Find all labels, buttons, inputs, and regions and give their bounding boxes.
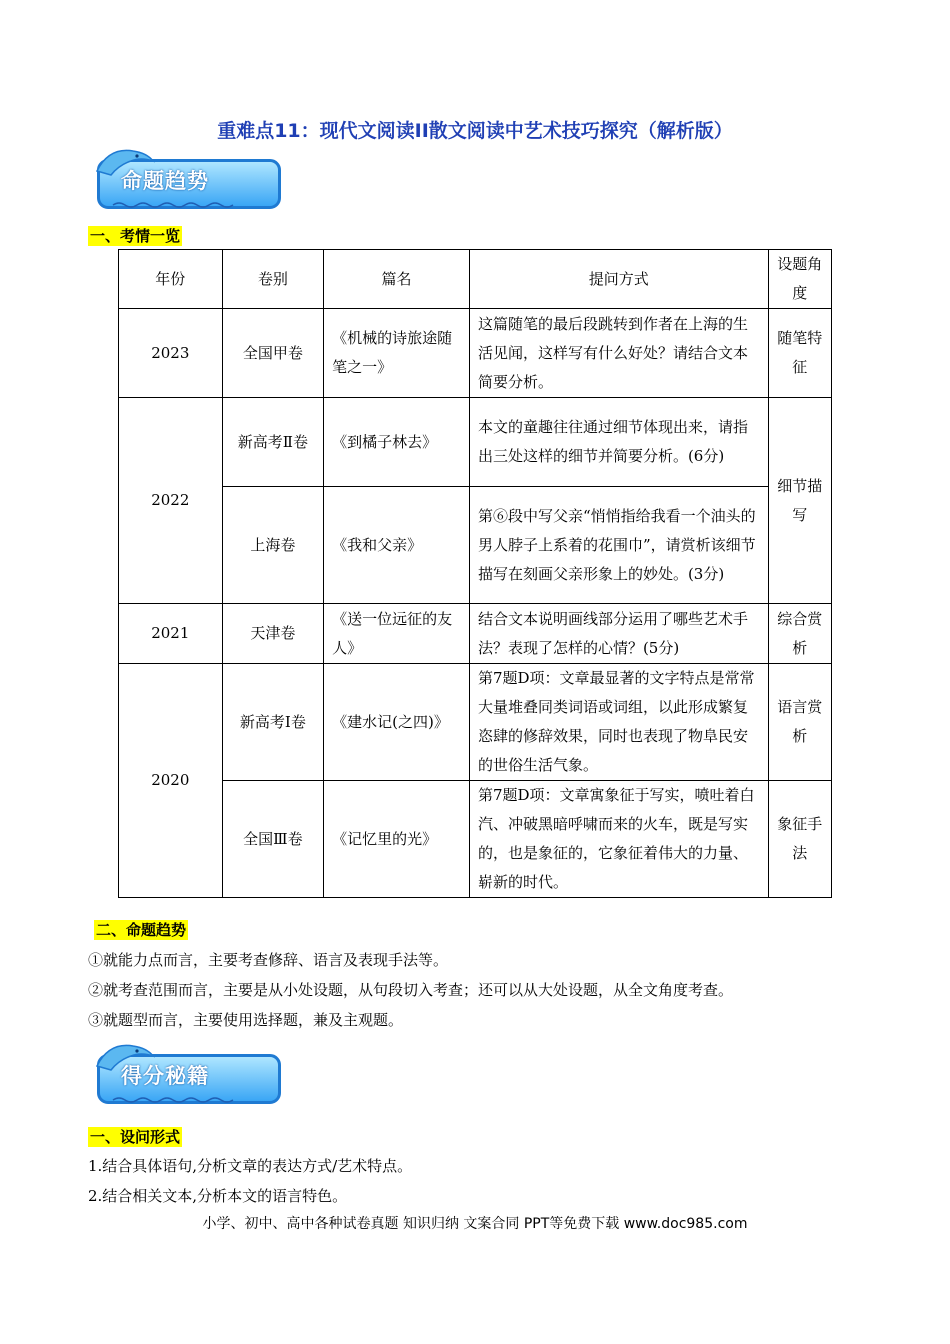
paper-cell: 上海卷 (222, 487, 324, 604)
table-row (119, 398, 832, 487)
section-heading-shewen: 一、设问形式 (90, 1128, 181, 1146)
trend-item: ③就题型而言，主要使用选择题，兼及主观题。 (88, 1011, 404, 1029)
angle-cell: 语言赏析 (768, 664, 831, 781)
title-cell: 《记忆里的光》 (324, 781, 470, 898)
page-footer: 小学、初中、高中各种试卷真题 知识归纳 文案合同 PPT等免费下载 www.doc985.com (202, 1216, 748, 1232)
paper-cell: 新高考Ⅱ卷 (222, 398, 324, 487)
trend-item: ①就能力点而言，主要考查修辞、语言及表现手法等。 (88, 951, 449, 969)
section-heading-kaoqing: 一、考情一览 (90, 227, 181, 245)
header-name: 篇名 (324, 250, 470, 309)
form-item: 1.结合具体语句,分析文章的表达方式/艺术特点。 (88, 1157, 413, 1175)
form-item: 2.结合相关文本,分析本文的语言特色。 (88, 1187, 348, 1205)
year-cell: 2020 (119, 664, 223, 898)
title-cell: 《建水记(之四)》 (324, 664, 470, 781)
exam-table (118, 249, 832, 898)
angle-cell: 细节描写 (768, 398, 831, 604)
question-cell: 这篇随笔的最后段跳转到作者在上海的生活见闻，这样写有什么好处？请结合文本简要分析。 (469, 309, 768, 398)
banner-defen-miji (93, 1040, 285, 1112)
angle-cell: 随笔特征 (768, 309, 831, 398)
year-cell: 2023 (119, 309, 223, 398)
header-year: 年份 (119, 250, 223, 309)
header-paper: 卷别 (222, 250, 324, 309)
section-heading-qushi: 二、命题趋势 (96, 921, 187, 939)
table-header-row (119, 250, 832, 309)
angle-cell: 综合赏析 (768, 604, 831, 664)
question-cell: 结合文本说明画线部分运用了哪些艺术手法？表现了怎样的心情？(5分) (469, 604, 768, 664)
banner-mingti-qushi (93, 145, 285, 217)
paper-cell: 天津卷 (222, 604, 324, 664)
title-cell: 《送一位远征的友人》 (324, 604, 470, 664)
question-cell: 本文的童趣往往通过细节体现出来，请指出三处这样的细节并简要分析。(6分) (469, 398, 768, 487)
banner-label: 得分秘籍 (121, 1064, 209, 1088)
trend-item: ②就考查范围而言，主要是从小处设题，从句段切入考查；还可以从大处设题，从全文角度考查。 (88, 981, 734, 999)
header-question: 提问方式 (469, 250, 768, 309)
angle-cell: 象征手法 (768, 781, 831, 898)
year-cell: 2022 (119, 398, 223, 604)
table-row (119, 664, 832, 781)
title-cell: 《机械的诗旅途随笔之一》 (324, 309, 470, 398)
table-row (119, 487, 832, 604)
question-cell: 第7题D项：文章最显著的文字特点是常常大量堆叠同类词语或词组，以此形成繁复恣肆的修辞效果，同时也表现了物阜民安的世俗生活气象。 (469, 664, 768, 781)
title-cell: 《到橘子林去》 (324, 398, 470, 487)
banner-label: 命题趋势 (121, 169, 209, 193)
paper-cell: 全国甲卷 (222, 309, 324, 398)
page-title: 重难点11：现代文阅读II散文阅读中艺术技巧探究（解析版） (217, 120, 733, 142)
question-cell: 第⑥段中写父亲“悄悄指给我看一个油头的男人脖子上系着的花围巾”，请赏析该细节描写在刻画父亲形象上的妙处。(3分) (469, 487, 768, 604)
paper-cell: 新高考Ⅰ卷 (222, 664, 324, 781)
paper-cell: 全国Ⅲ卷 (222, 781, 324, 898)
header-angle: 设题角度 (768, 250, 831, 309)
question-cell: 第7题D项：文章寓象征于写实，喷吐着白汽、冲破黑暗呼啸而来的火车，既是写实的，也是象征的，它象征着伟大的力量、崭新的时代。 (469, 781, 768, 898)
table-row (119, 604, 832, 664)
title-cell: 《我和父亲》 (324, 487, 470, 604)
year-cell: 2021 (119, 604, 223, 664)
table-row (119, 781, 832, 898)
table-row (119, 309, 832, 398)
